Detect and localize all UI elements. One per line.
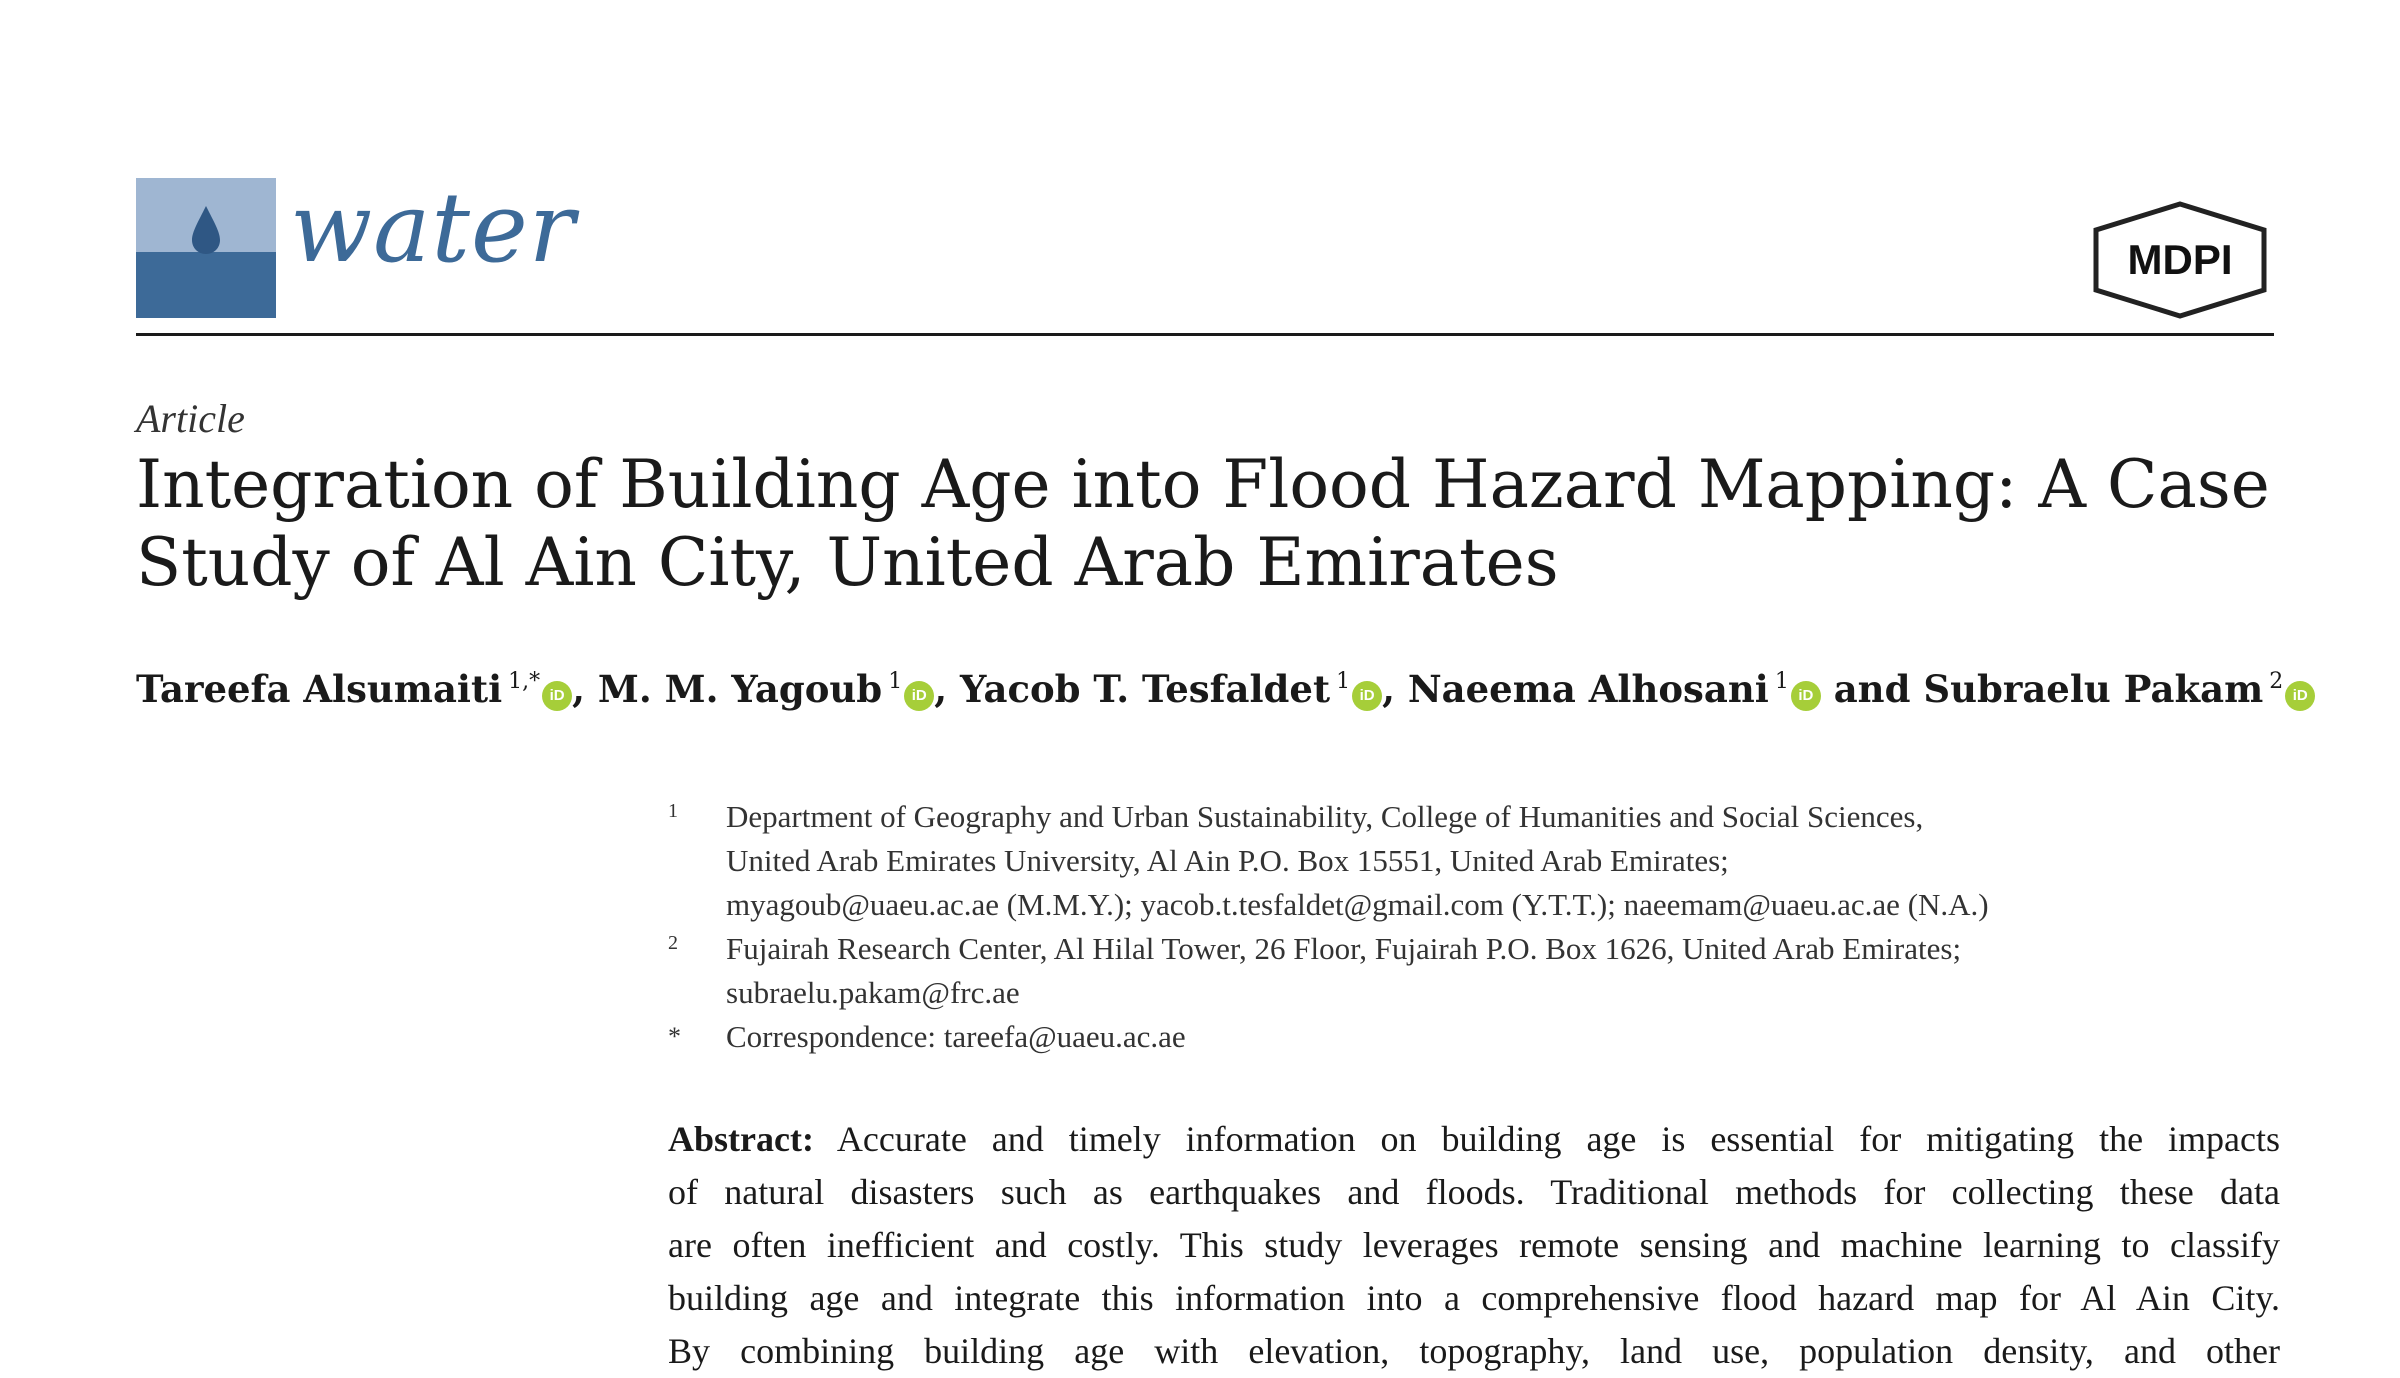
orcid-icon[interactable]: iD [1791,681,1821,711]
orcid-icon[interactable]: iD [542,681,572,711]
abstract-label: Abstract: [668,1119,814,1159]
author-separator: , [934,667,960,711]
affiliation-email[interactable]: subraelu.pakam@frc.ae [726,975,1020,1010]
author-name: Naeema Alhosani [1407,667,1769,711]
abstract-line [668,1113,2280,1166]
author [598,667,934,711]
affiliation-emails[interactable]: myagoub@uaeu.ac.ae (M.M.Y.); yacob.t.tesfaldet@gmail.com (Y.T.T.); naeemam@uaeu.ac.ae (N.A.) [726,887,1989,922]
abstract-line: are often inefficient and costly. This study leverages remote sensing and machine learning to classify [668,1225,2280,1265]
author-list [136,652,2308,719]
author-separator: , [1382,667,1408,711]
publisher-name: MDPI [2127,236,2233,283]
affiliation-2 [668,927,2288,1015]
author-separator: , [572,667,598,711]
abstract-line: of natural disasters such as earthquakes and floods. Traditional methods for collecting these data [668,1172,2280,1212]
abstract-line: building age and integrate this information into a comprehensive flood hazard map for Al Ain City. [668,1278,2280,1318]
water-journal-logo [136,178,276,318]
author-name: Tareefa Alsumaiti [136,667,503,711]
author-affiliation-marker: 1,* [508,669,541,694]
affiliation-line: United Arab Emirates University, Al Ain P.O. Box 15551, United Arab Emirates; [726,843,1729,878]
header-divider [136,333,2274,336]
abstract-line: By combining building age with elevation, topography, land use, population density, and other [668,1331,2280,1371]
author [136,667,572,711]
orcid-icon[interactable]: iD [904,681,934,711]
author-affiliation-marker: 1 [888,669,903,694]
journal-name: water [290,172,576,284]
author-affiliation-marker: 1 [1774,669,1789,694]
author-name: Yacob T. Tesfaldet [959,667,1331,711]
article-type: Article [136,396,245,441]
author [960,667,1382,711]
author-name: M. M. Yagoub [597,667,883,711]
affiliation-marker: 2 [668,932,678,954]
abstract-text: Accurate and timely information on building age is essential for mitigating the impacts [836,1119,2281,1159]
correspondence-email[interactable]: Correspondence: tareefa@uaeu.ac.ae [726,1019,1186,1054]
author [1408,667,1821,711]
author-affiliation-marker: 1 [1336,669,1351,694]
mdpi-publisher-logo [2090,200,2270,320]
author-affiliation-marker: 2 [2269,669,2284,694]
affiliation-marker: 1 [668,800,678,822]
author-separator: and [1820,667,1924,711]
affiliation-1 [668,795,2288,927]
abstract [668,1113,2280,1378]
correspondence-marker: * [668,1022,681,1051]
author [1923,667,2315,711]
affiliations [668,795,2288,1059]
orcid-icon[interactable]: iD [1352,681,1382,711]
affiliation-line: Fujairah Research Center, Al Hilal Tower, 26 Floor, Fujairah P.O. Box 1626, United Arab Emirates; [726,931,1962,966]
orcid-icon[interactable]: iD [2285,681,2315,711]
affiliation-line: Department of Geography and Urban Sustainability, College of Humanities and Social Sciences, [726,799,1924,834]
correspondence [668,1015,2288,1059]
author-name: Subraelu Pakam [1923,667,2264,711]
paper-title: Integration of Building Age into Flood Hazard Mapping: A Case Study of Al Ain City, United Arab Emirates [136,446,2270,601]
